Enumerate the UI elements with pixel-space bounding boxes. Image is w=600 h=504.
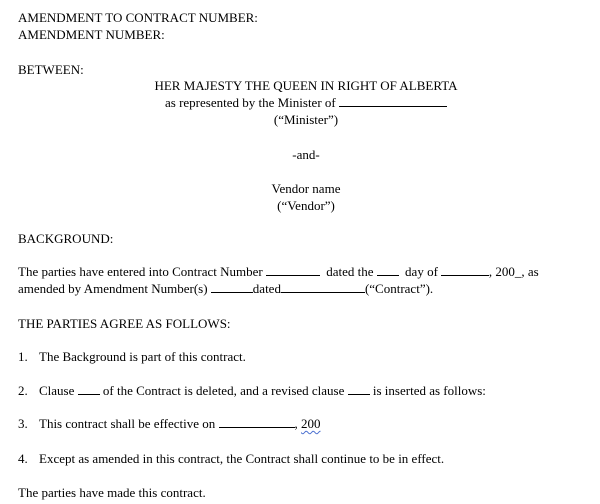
- party1-represented-line: [0, 95, 600, 110]
- amendment-contract-number-label: AMENDMENT TO CONTRACT NUMBER:: [18, 10, 258, 25]
- and-separator: -and-: [292, 147, 320, 162]
- party1-name: HER MAJESTY THE QUEEN IN RIGHT OF ALBERTA: [154, 78, 458, 93]
- clause-2-text-b: of the Contract is deleted, and a revised clause: [102, 383, 345, 398]
- party1-alias: (“Minister”): [273, 112, 339, 127]
- clause-4: [18, 451, 444, 466]
- effective-date-blank: [219, 416, 295, 428]
- amendment-numbers-blank: [211, 281, 253, 293]
- bg-text-d: , 200_, as: [488, 264, 539, 279]
- clause-3-year: 200: [301, 416, 321, 431]
- background-paragraph-line1: [18, 264, 539, 279]
- clause-3: [18, 416, 321, 431]
- minister-blank: [339, 95, 447, 107]
- party2-alias: (“Vendor”): [277, 198, 335, 213]
- between-label: BETWEEN:: [18, 62, 84, 77]
- contract-number-blank: [266, 264, 320, 276]
- bg-text-f: dated: [252, 281, 281, 296]
- agreement-heading: THE PARTIES AGREE AS FOLLOWS:: [18, 316, 231, 331]
- clause-2-text-c: is inserted as follows:: [372, 383, 486, 398]
- clause-3-number: 3.: [18, 416, 28, 431]
- bg-text-g: (“Contract”).: [364, 281, 434, 296]
- day-blank: [377, 264, 399, 276]
- bg-text-e: amended by Amendment Number(s): [18, 281, 208, 296]
- month-blank: [441, 264, 489, 276]
- bg-text-b: dated the: [326, 264, 374, 279]
- amendment-date-blank: [281, 281, 365, 293]
- clause-3-text-a: This contract shall be effective on: [39, 416, 216, 431]
- clause-1-text: The Background is part of this contract.: [39, 349, 246, 364]
- bg-text-c: day of: [405, 264, 438, 279]
- represented-text: as represented by the Minister of: [164, 95, 336, 110]
- revised-clause-blank: [348, 383, 370, 395]
- background-heading: BACKGROUND:: [18, 231, 114, 246]
- clause-1: [18, 349, 246, 364]
- clause-number-blank: [78, 383, 100, 395]
- amendment-number-label: AMENDMENT NUMBER:: [18, 27, 165, 42]
- background-paragraph-line2: [18, 281, 433, 296]
- bg-text-a: The parties have entered into Contract Number: [18, 264, 263, 279]
- clause-2-number: 2.: [18, 383, 28, 398]
- clause-4-number: 4.: [18, 451, 28, 466]
- closing-statement: The parties have made this contract.: [18, 485, 206, 500]
- clause-1-number: 1.: [18, 349, 28, 364]
- clause-2-text-a: Clause: [39, 383, 75, 398]
- clause-2: [18, 383, 486, 398]
- clause-4-text: Except as amended in this contract, the Contract shall continue to be in effect.: [39, 451, 445, 466]
- clause-3-comma: ,: [294, 416, 298, 431]
- party2-name: Vendor name: [271, 181, 341, 196]
